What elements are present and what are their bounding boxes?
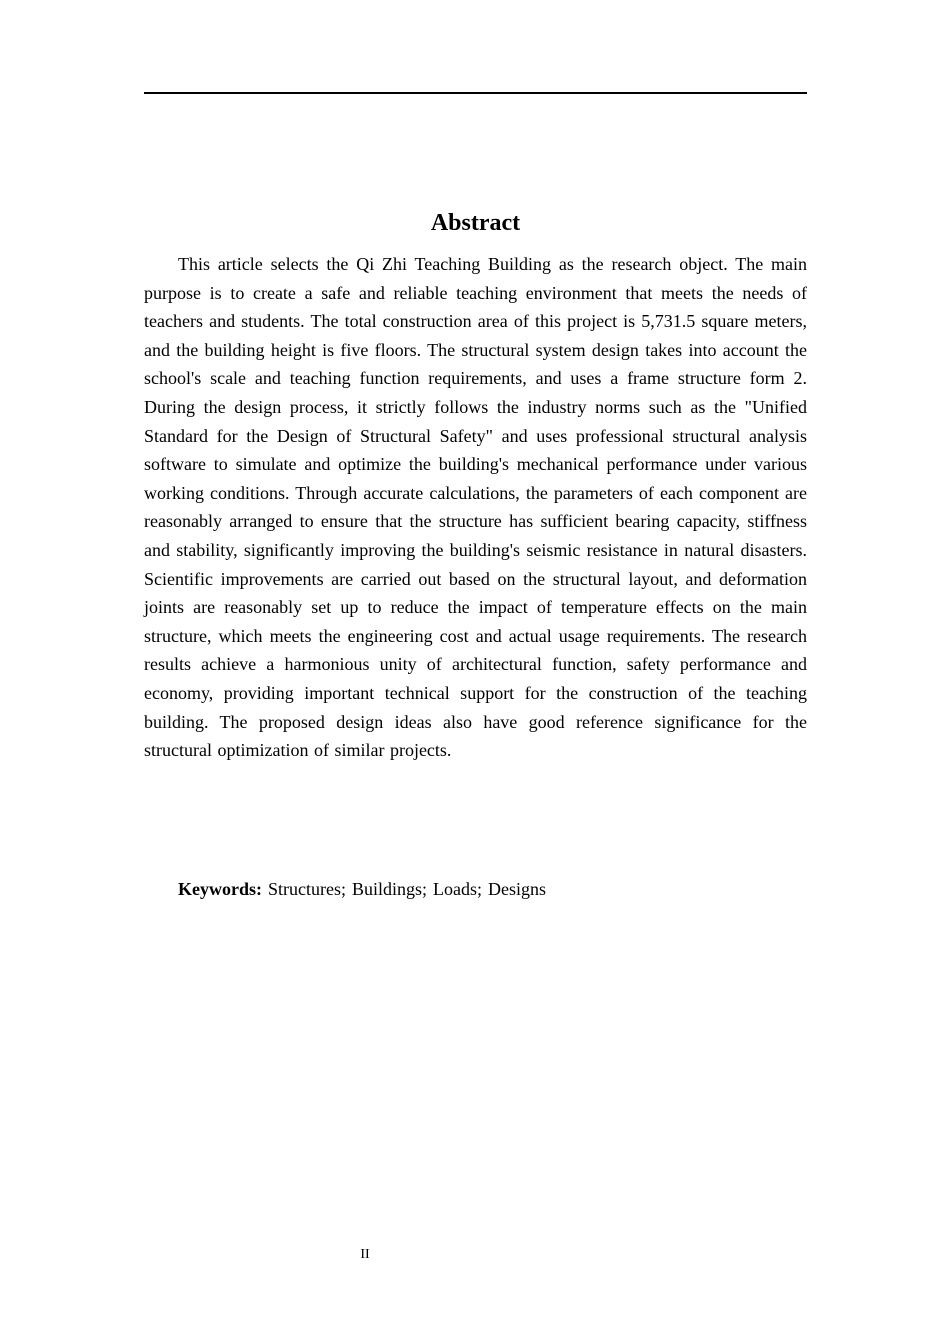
keyword-item: Designs <box>488 879 547 899</box>
keyword-item: Buildings; <box>352 879 428 899</box>
keyword-item: Structures; <box>268 879 346 899</box>
abstract-body: This article selects the Qi Zhi Teaching Building as the research object. The main purpose is to create a safe and reliable teaching environment that meets the needs of teachers and students. The total construction area of this project is 5,731.5 square meters, and the building height is five floors. The structural system design takes into account the school's scale and teaching function requirements, and uses a frame structure form 2. During the design process, it strictly follows the industry norms such as the "Unified Standard for the Design of Structural Safety" and uses professional structural analysis software to simulate and optimize the building's mechanical performance under various working conditions. Through accurate calculations, the parameters of each component are reasonably arranged to ensure that the structure has sufficient bearing capacity, stiffness and stability, significantly improving the building's seismic resistance in natural disasters. Scientific improvements are carried out based on the structural layout, and deformation joints are reasonably set up to reduce the impact of temperature effects on the main structure, which meets the engineering cost and actual usage requirements. The research results achieve a harmonious unity of architectural function, safety performance and economy, providing important technical support for the construction of the teaching building. The proposed design ideas also have good reference significance for the structural optimization of similar projects. <box>144 254 807 761</box>
page-number: II <box>360 1247 370 1262</box>
keywords-line <box>178 875 546 903</box>
header-rule <box>144 92 807 94</box>
keyword-item: Loads; <box>433 879 483 899</box>
keywords-label: Keywords: <box>178 879 262 899</box>
abstract-title: Abstract <box>430 210 521 236</box>
